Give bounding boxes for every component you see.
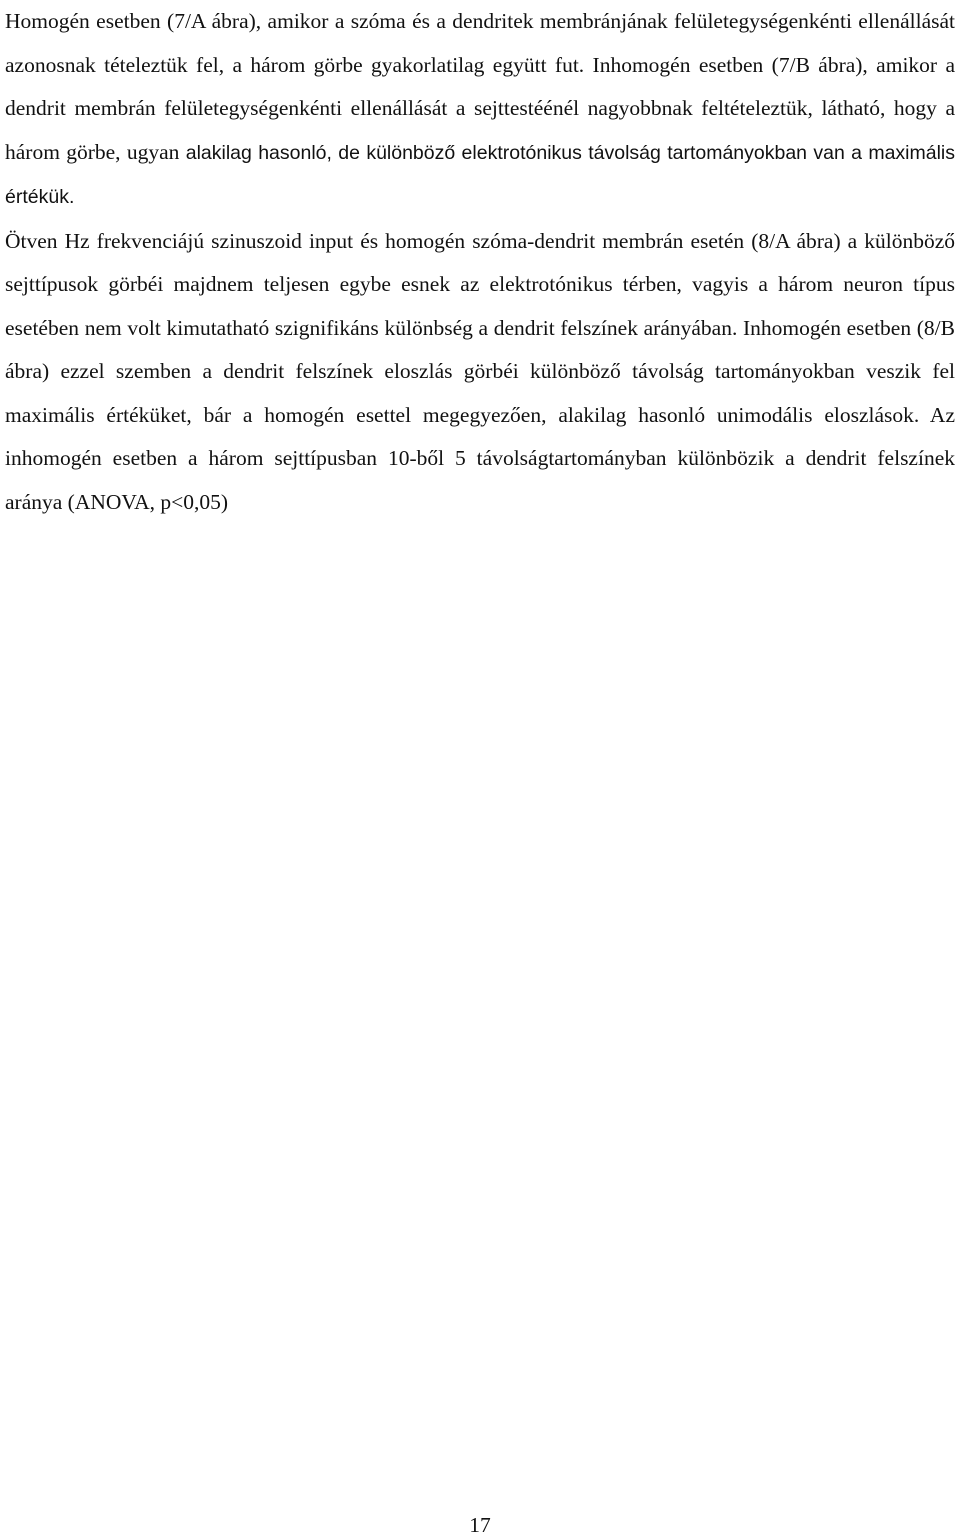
paragraph-1-sans-text: alakilag hasonló, de különböző elektrotónikus távolság tartományokban van a maximális értékük. [5, 141, 956, 208]
document-page [5, 0, 955, 524]
paragraph-2: Ötven Hz frekvenciájú szinuszoid input és homogén szóma-dendrit membrán esetén (8/A ábra) a különböző sejttípusok görbéi majdnem teljesen egybe esnek az elektrotónikus térben, vagyis a három neuron típus esetében nem volt kimutatható szignifikáns különbség a dendrit felszínek arányában. Inhomogén esetben (8/B ábra) ezzel szemben a dendrit felszínek eloszlás görbéi különböző távolság tartományokban veszik fel maximális értéküket, bár a homogén esettel megegyezően, alakilag hasonló unimodális eloszlások. Az inhomogén esetben a három sejttípusban 10-ből 5 távolságtartományban különbözik a dendrit felszínek aránya (ANOVA, p<0,05) [5, 228, 955, 514]
page-number: 17 [469, 1513, 491, 1537]
paragraph-1-serif-text: Homogén esetben (7/A ábra), amikor a szóma és a dendritek membránjának felületegységenkénti ellenállását azonosnak tételeztük fel, a három görbe gyakorlatilag együtt fut. Inhomogén esetben (7/B ábra), amikor a dendrit membrán felületegységenkénti ellenállását a sejttestéénél nagyobbnak feltételeztük, látható, hogy a három görbe, ugyan [5, 9, 955, 164]
paragraph-1 [5, 0, 955, 220]
